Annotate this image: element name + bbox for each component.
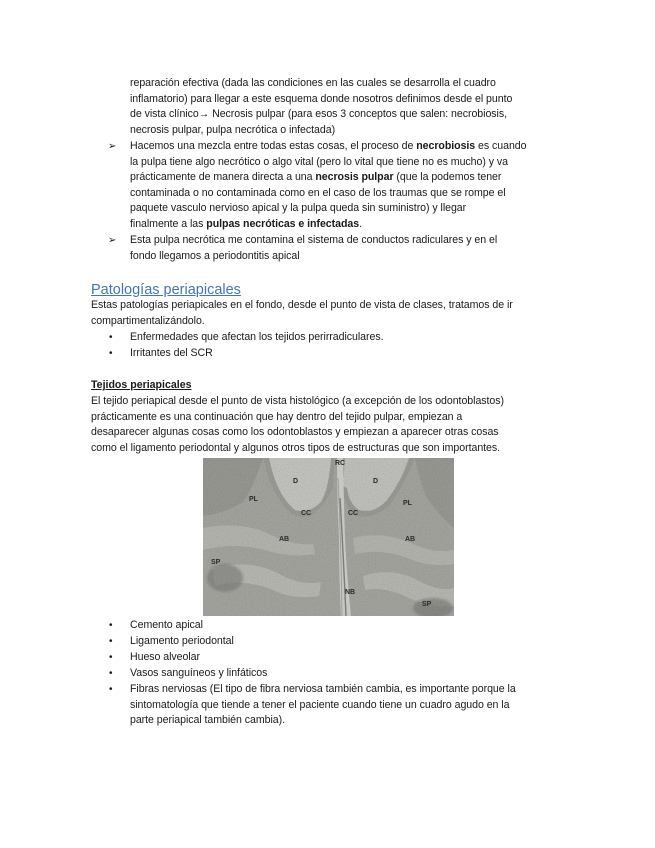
text-line: como el ligamento periodontal y algunos otros tipos de estructuras que son importantes. xyxy=(91,441,501,454)
text-line: finalmente a las pulpas necróticas e infectadas. xyxy=(130,217,362,230)
bold-term: necrosis pulpar xyxy=(315,171,394,184)
text-line: Hacemos una mezcla entre todas estas cosas, el proceso de necrobiosis es cuando xyxy=(130,140,527,152)
bullet-icon: • xyxy=(109,684,113,695)
text-line: de vista clínico→ Necrosis pulpar (para esos 3 conceptos que salen: necrobiosis, xyxy=(130,108,507,121)
text-line: compartimentalizándolo. xyxy=(91,314,205,327)
section2-paragraph xyxy=(91,394,566,456)
figure-label-cc-right: CC xyxy=(348,510,359,517)
bullet-item xyxy=(109,346,569,362)
arrow-item-body xyxy=(130,233,573,264)
text-line: reparación efectiva (dada las condiciones en las cuales se desarrolla el cuadro xyxy=(130,77,496,89)
bullet-icon: • xyxy=(109,668,113,679)
text-line: necrosis pulpar, pulpa necrótica o infectada) xyxy=(130,123,336,136)
figure-label-sp-left: SP xyxy=(211,559,221,566)
bullet-text xyxy=(130,682,569,729)
text-line: prácticamente es una continuación que hay dentro del tejido pulpar, empiezan a xyxy=(91,410,463,423)
arrow-list-item xyxy=(108,233,573,264)
figure-label-pl-right: PL xyxy=(403,500,412,507)
text-line: la pulpa tiene algo necrótico o algo vital (pero lo vital que tiene no es mucho) y va xyxy=(130,155,508,168)
bullet-icon: • xyxy=(109,636,113,647)
bullet-item xyxy=(109,330,569,346)
bullet-text: Enfermedades que afectan los tejidos perirradiculares. xyxy=(130,331,384,343)
text-line: contaminada o no contaminada como en el caso de los traumas que se rompe el xyxy=(130,186,506,199)
intro-continuation xyxy=(130,76,570,138)
arrow-bullet-icon: ➢ xyxy=(108,235,117,246)
arrow-item-body xyxy=(130,139,573,233)
bullet-item xyxy=(109,650,569,666)
text-line: desaparecer algunas cosas como los odontoblastos y empiezan a aparecer otras cosas xyxy=(91,426,499,439)
figure-label-rc: RC xyxy=(335,460,346,467)
bullet-text: Hueso alveolar xyxy=(130,651,200,663)
text-line: El tejido periapical desde el punto de vista histológico (a excepción de los odontoblastos) xyxy=(91,395,504,407)
bullet-item xyxy=(109,634,569,650)
text-line: Estas patologías periapicales en el fondo, desde el punto de vista de clases, tratamos de ir xyxy=(91,299,513,311)
bullet-text: Irritantes del SCR xyxy=(130,347,213,359)
micrograph-drawing xyxy=(203,458,454,616)
bullet-icon: • xyxy=(109,620,113,631)
figure-label-pl-left: PL xyxy=(249,496,258,503)
arrow-list-item xyxy=(108,139,573,233)
figure-label-sp-right: SP xyxy=(422,601,432,608)
bold-term: pulpas necróticas e infectadas xyxy=(206,217,360,230)
bullet-text: Vasos sanguíneos y linfáticos xyxy=(130,667,268,679)
text-line: prácticamente de manera directa a una necrosis pulpar (que la podemos tener xyxy=(130,171,502,184)
text-line: Fibras nerviosas (El tipo de fibra nerviosa también cambia, es importante porque la xyxy=(130,683,516,695)
figure-label-cc-left: CC xyxy=(301,510,312,517)
bullet-item xyxy=(109,666,569,682)
figure-label-ab-right: AB xyxy=(405,536,416,543)
bullet-icon: • xyxy=(109,332,113,343)
text-line: parte periapical también cambia). xyxy=(130,714,285,727)
bullet-icon: • xyxy=(109,348,113,359)
bullet-item xyxy=(109,682,569,729)
bullet-text: Ligamento periodontal xyxy=(130,635,234,647)
text-line: Esta pulpa necrótica me contamina el sistema de conductos radiculares y en el xyxy=(130,234,498,246)
bold-term: necrobiosis xyxy=(416,140,476,152)
text-line: fondo llegamos a periodontitis apical xyxy=(130,249,300,262)
text-line: inflamatorio) para llegar a este esquema donde nosotros definimos desde el punto xyxy=(130,92,513,105)
text-line: sintomatología que tiende a tener el paciente cuando tiene un cuadro agudo en la xyxy=(130,698,510,711)
section1-paragraph xyxy=(91,298,566,329)
bullet-icon: • xyxy=(109,652,113,663)
histology-micrograph xyxy=(203,458,454,616)
figure-label-nb: NB xyxy=(345,589,356,596)
figure-label-ab-left: AB xyxy=(279,536,290,543)
text-line: paquete vasculo nervioso apical y la pulpa queda sin suministro) y llegar xyxy=(130,202,467,215)
arrow-bullet-icon: ➢ xyxy=(108,141,117,152)
figure-label-d-right: D xyxy=(373,478,379,485)
bullet-item xyxy=(109,618,569,634)
section-heading-tejidos: Tejidos periapicales xyxy=(91,379,192,391)
section-heading-patologias: Patologías periapicales xyxy=(91,282,241,298)
figure-label-d-left: D xyxy=(293,478,299,485)
bullet-text: Cemento apical xyxy=(130,619,203,631)
